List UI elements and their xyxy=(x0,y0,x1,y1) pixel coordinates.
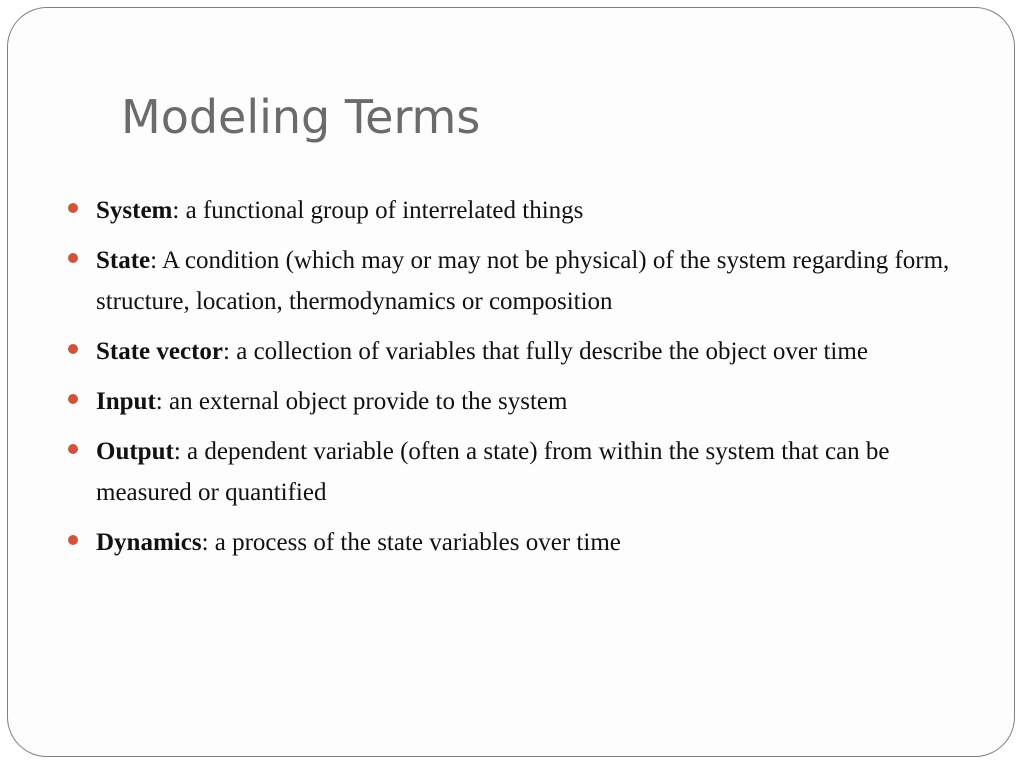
bullet-item-state xyxy=(68,240,958,322)
term-separator: : xyxy=(201,529,215,556)
bullet-dot-icon xyxy=(68,344,78,354)
term-label: Dynamics xyxy=(96,529,202,556)
bullet-list xyxy=(68,190,958,572)
term-separator: : xyxy=(150,247,162,274)
bullet-dot-icon xyxy=(68,253,78,263)
term-definition: A condition (which may or may not be physical) of the system regarding form, structure, location, thermodynamics or composition xyxy=(96,247,950,315)
term-separator: : xyxy=(155,388,169,415)
bullet-item-dynamics xyxy=(68,522,958,563)
term-definition: a dependent variable (often a state) from within the system that can be measured or quantified xyxy=(96,438,890,506)
term-label: State xyxy=(96,247,151,274)
bullet-dot-icon xyxy=(68,444,78,454)
term-label: Output xyxy=(96,438,174,465)
bullet-dot-icon xyxy=(68,535,78,545)
term-definition: a collection of variables that fully describe the object over time xyxy=(236,338,868,365)
term-label: Input xyxy=(96,388,156,415)
bullet-dot-icon xyxy=(68,394,78,404)
bullet-item-input xyxy=(68,381,958,422)
bullet-dot-icon xyxy=(68,203,78,213)
term-separator: : xyxy=(223,338,237,365)
bullet-item-output xyxy=(68,431,958,513)
term-separator: : xyxy=(172,197,186,224)
term-definition: a process of the state variables over time xyxy=(214,529,621,556)
term-separator: : xyxy=(173,438,188,465)
bullet-item-state-vector xyxy=(68,331,958,372)
slide-title: Modeling Terms xyxy=(121,90,481,144)
bullet-item-system xyxy=(68,190,958,231)
slide-frame xyxy=(7,7,1015,757)
term-label: State vector xyxy=(96,338,224,365)
term-label: System xyxy=(96,197,173,224)
term-definition: a functional group of interrelated things xyxy=(185,197,584,224)
term-definition: an external object provide to the system xyxy=(168,388,568,415)
